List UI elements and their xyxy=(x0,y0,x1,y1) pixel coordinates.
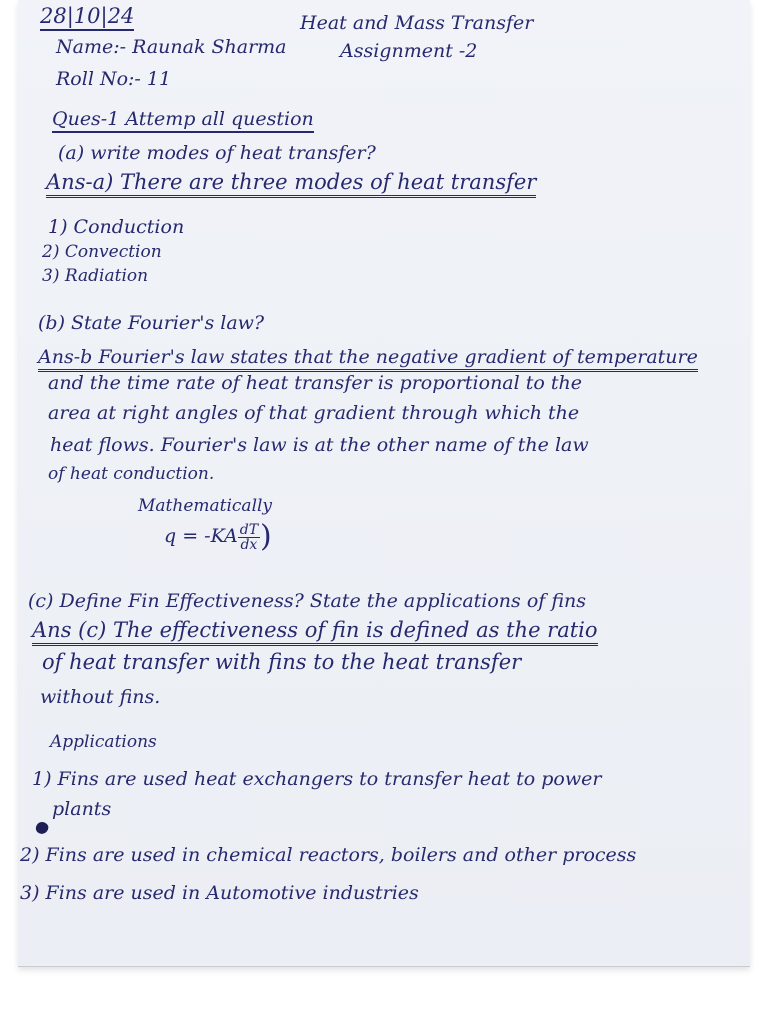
answer-c-line: of heat transfer with fins to the heat transfer xyxy=(42,650,522,674)
mode-item: 2) Convection xyxy=(42,242,162,262)
notebook-page xyxy=(18,0,750,966)
answer-b-line: area at right angles of that gradient through which the xyxy=(48,402,580,424)
answer-b-line: and the time rate of heat transfer is proportional to the xyxy=(48,372,582,394)
answer-b-line: of heat conduction. xyxy=(48,464,215,484)
question-heading: Ques-1 Attemp all question xyxy=(52,110,314,129)
answer-c-line: Ans (c) The effectiveness of fin is defined as the ratio xyxy=(32,620,598,641)
date: 28|10|24 xyxy=(40,6,134,27)
subject-title: Heat and Mass Transfer xyxy=(300,12,534,34)
ink-blot xyxy=(34,820,50,836)
applications-heading: Applications xyxy=(50,732,157,752)
answer-a: Ans-a) There are three modes of heat transfer xyxy=(46,172,536,193)
assignment-number: Assignment -2 xyxy=(340,40,478,62)
question-c: (c) Define Fin Effectiveness? State the applications of fins xyxy=(28,590,587,612)
application-item: 2) Fins are used in chemical reactors, boilers and other process xyxy=(20,844,637,866)
question-b: (b) State Fourier's law? xyxy=(38,312,265,334)
answer-b-line: heat flows. Fourier's law is at the other name of the law xyxy=(50,434,589,456)
math-label: Mathematically xyxy=(138,496,273,516)
application-item: 3) Fins are used in Automotive industries xyxy=(20,882,419,904)
application-item: 1) Fins are used heat exchangers to transfer heat to power xyxy=(32,768,602,790)
student-name: Name:- Raunak Sharma xyxy=(56,36,287,58)
answer-c-line: without fins. xyxy=(40,686,161,708)
answer-b-line: Ans-b Fourier's law states that the negative gradient of temperature xyxy=(38,348,698,367)
roll-number: Roll No:- 11 xyxy=(56,68,172,90)
formula-fraction: $\frac{dT}{dx}$ xyxy=(239,521,259,553)
application-item: plants xyxy=(52,798,112,820)
question-a: (a) write modes of heat transfer? xyxy=(58,142,376,164)
fourier-formula: q = -KA $\frac{dT}{dx}$ ) xyxy=(164,519,272,554)
mode-item: 3) Radiation xyxy=(42,266,149,286)
mode-item: 1) Conduction xyxy=(48,216,185,238)
